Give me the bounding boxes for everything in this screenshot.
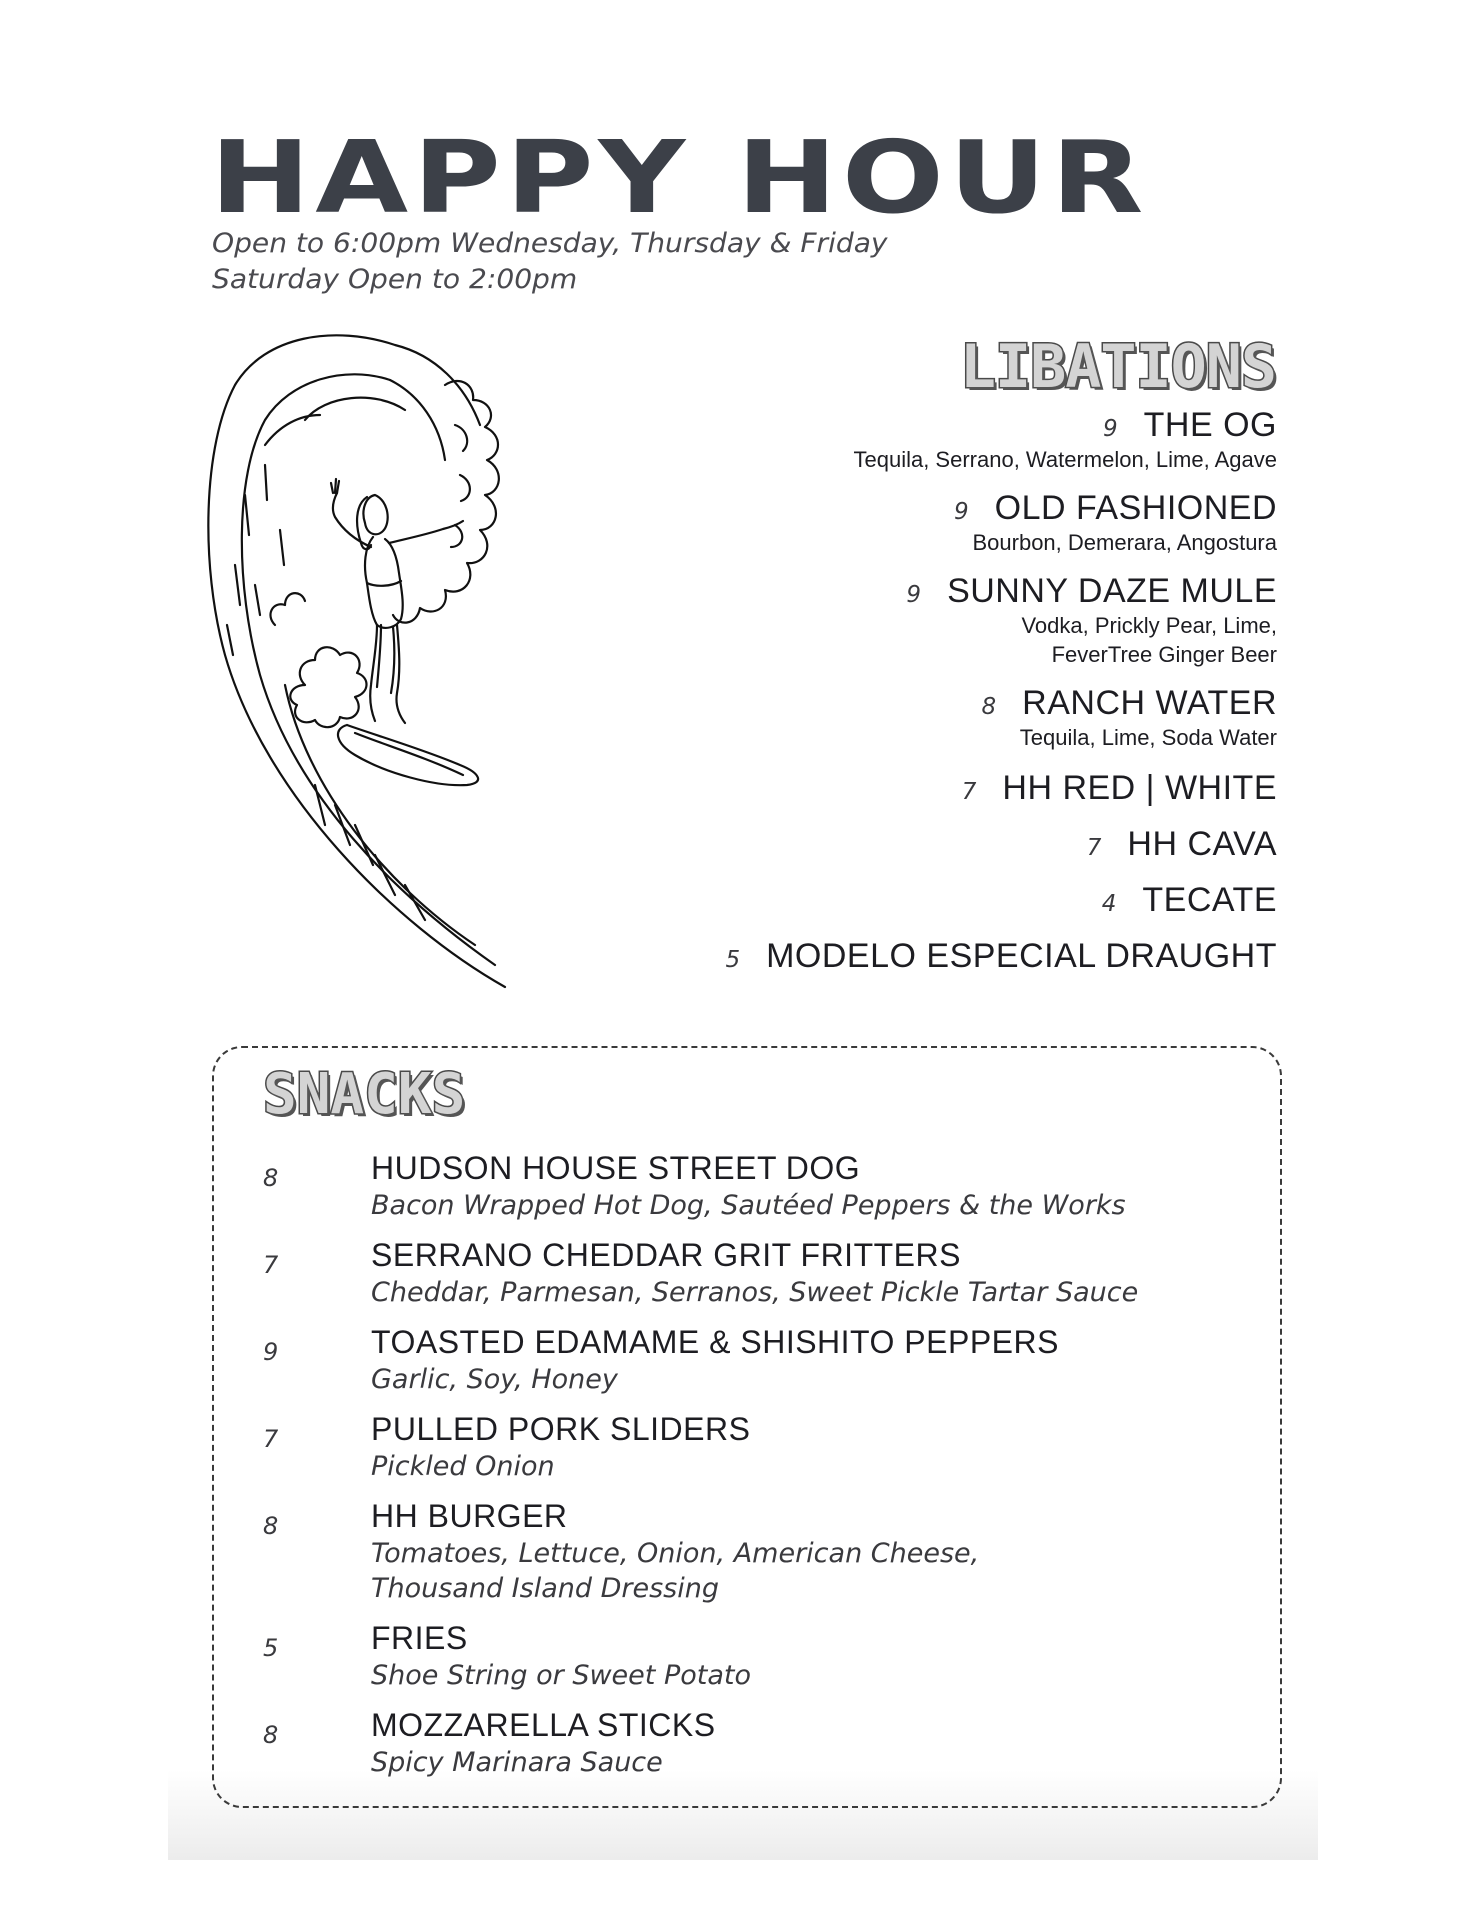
drink-description: Vodka, Prickly Pear, Lime, FeverTree Ginger Beer [1021, 613, 1277, 667]
drink-item [577, 936, 1277, 976]
drink-item [577, 405, 1277, 474]
snacks-heading: SNACKS [263, 1062, 466, 1127]
snack-price: 8 [263, 1164, 279, 1192]
snack-price: 8 [263, 1512, 279, 1540]
snack-item [263, 1705, 1263, 1780]
snack-item [263, 1235, 1263, 1310]
page-title: HAPPY HOUR [210, 119, 1149, 236]
drink-name: SUNNY DAZE MULE [947, 572, 1277, 610]
drink-item [577, 571, 1277, 669]
drink-name: THE OG [1143, 406, 1277, 444]
snack-name: HUDSON HOUSE STREET DOG [371, 1150, 861, 1186]
snack-description: Bacon Wrapped Hot Dog, Sautéed Peppers & the Works [371, 1190, 1126, 1221]
drink-item [577, 824, 1277, 864]
drink-price: 5 [725, 947, 741, 973]
drink-price: 4 [1101, 891, 1117, 917]
drink-item [577, 488, 1277, 557]
drink-price: 7 [961, 779, 977, 805]
drink-name: MODELO ESPECIAL DRAUGHT [766, 937, 1277, 975]
drink-price: 7 [1086, 835, 1102, 861]
snack-name: SERRANO CHEDDAR GRIT FRITTERS [371, 1237, 961, 1273]
snack-price: 7 [263, 1425, 279, 1453]
snack-name: MOZZARELLA STICKS [371, 1707, 716, 1743]
snack-description: Cheddar, Parmesan, Serranos, Sweet Pickle Tartar Sauce [371, 1277, 1139, 1308]
drink-item [577, 768, 1277, 808]
drink-name: RANCH WATER [1022, 684, 1277, 722]
drink-price: 9 [954, 499, 969, 525]
drink-item [577, 880, 1277, 920]
libations-heading: LIBATIONS [959, 332, 1276, 402]
snack-name: HH BURGER [371, 1498, 568, 1534]
snack-item [263, 1148, 1263, 1223]
drink-name: TECATE [1142, 881, 1277, 919]
snack-item [263, 1322, 1263, 1397]
drink-name: OLD FASHIONED [994, 489, 1277, 527]
snack-name: FRIES [371, 1620, 468, 1656]
snack-price: 9 [263, 1338, 279, 1366]
drink-name: HH CAVA [1127, 825, 1277, 863]
drink-price: 9 [1103, 416, 1118, 442]
drink-description: Tequila, Serrano, Watermelon, Lime, Agave [853, 447, 1277, 472]
snack-description: Spicy Marinara Sauce [371, 1747, 663, 1778]
drink-description: Tequila, Lime, Soda Water [1019, 725, 1277, 750]
snack-price: 7 [263, 1251, 279, 1279]
hours-block [212, 226, 888, 298]
drink-description: Bourbon, Demerara, Angostura [972, 530, 1277, 555]
hours-line-weekday: Open to 6:00pm Wednesday, Thursday & Friday [212, 228, 888, 259]
libations-list [577, 405, 1277, 976]
snack-item [263, 1496, 1263, 1606]
snack-item [263, 1409, 1263, 1484]
snack-price: 8 [263, 1721, 279, 1749]
drink-price: 8 [981, 694, 997, 720]
drink-item [577, 683, 1277, 752]
snacks-list [263, 1148, 1263, 1780]
snack-name: TOASTED EDAMAME & SHISHITO PEPPERS [371, 1324, 1059, 1360]
drink-price: 9 [906, 582, 922, 608]
surfer-wave-illustration [205, 325, 535, 990]
snack-description: Garlic, Soy, Honey [371, 1364, 618, 1395]
drink-name: HH RED | WHITE [1002, 769, 1277, 807]
snack-name: PULLED PORK SLIDERS [371, 1411, 751, 1447]
snack-description: Pickled Onion [371, 1451, 555, 1482]
snack-price: 5 [263, 1634, 279, 1662]
snack-description: Shoe String or Sweet Potato [371, 1660, 751, 1691]
snack-item [263, 1618, 1263, 1693]
snack-description: Tomatoes, Lettuce, Onion, American Cheese, Thousand Island Dressing [371, 1538, 980, 1604]
hours-line-saturday: Saturday Open to 2:00pm [212, 264, 578, 295]
